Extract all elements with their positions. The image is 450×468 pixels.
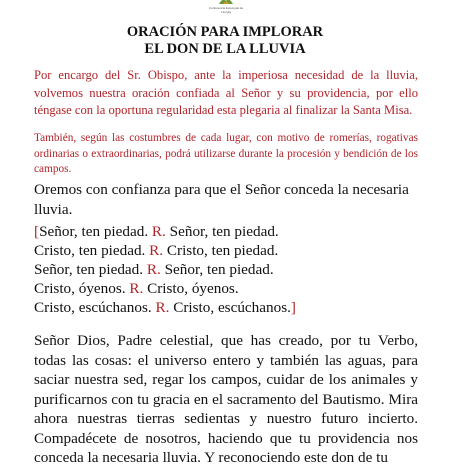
litany-verse: Cristo, óyenos. [34, 280, 126, 297]
response-marker: R. [155, 299, 170, 316]
litany-response: Señor, ten piedad. [169, 223, 279, 240]
litany-verse: Señor, ten piedad. [34, 261, 144, 278]
litany-verse: Cristo, escúchanos. [34, 299, 152, 316]
litany-response: Señor, ten piedad. [164, 261, 274, 278]
rubric-instruction: Por encargo del Sr. Obispo, ante la imperiosa necesidad de la lluvia, volvemos nuestra oración confiada al Señor y su providencia, por ello téngase con la oportuna regularidad esta plegaria al finalizar la Santa Misa. [34, 68, 418, 117]
prayer-text: Señor Dios, Padre celestial, que has creado, por tu Verbo, todas las cosas: el universo entero y también las aguas, para saciar nuestra sed, regar los campos, cuidar de los animales y purificarnos con tu gracia en el sacramento del Bautismo. Mira ahora nuestras tierras sedientas y nuestro futuro incierto. Compadécete de nosotros, haciendo que tu providencia nos conceda la necesaria lluvia. Y reconociendo este don de tu [34, 332, 418, 466]
litany-response: Cristo, escúchanos. [173, 299, 291, 316]
litany-line [34, 260, 418, 279]
litany-line [34, 241, 418, 260]
response-marker: R. [149, 242, 164, 259]
litany-line [34, 222, 418, 241]
litany-response: Cristo, ten piedad. [166, 242, 279, 259]
kyrie-litany [34, 222, 418, 317]
title-line-1: ORACIÓN PARA IMPLORAR [126, 24, 324, 40]
litany-line [34, 298, 418, 317]
litany-line [34, 279, 418, 298]
logo-caption-line-1: Conferencia Episcopal de [208, 6, 244, 10]
document-title [0, 24, 450, 58]
response-marker: R. [129, 280, 144, 297]
open-bracket: [ [34, 223, 40, 240]
close-bracket: ] [290, 299, 296, 316]
response-marker: R. [151, 223, 166, 240]
logo-caption [206, 7, 246, 14]
litany-response: Cristo, óyenos. [147, 280, 239, 297]
rubric-note: También, según las costumbres de cada lugar, con motivo de romerías, rogativas ordinarias o extraordinarias, podrá utilizarse durante la procesión y bendición de los campos. [34, 132, 418, 175]
conference-logo [206, 0, 246, 17]
response-marker: R. [146, 261, 161, 278]
title-line-2: EL DON DE LA LLUVIA [144, 41, 306, 57]
litany-verse: Señor, ten piedad. [39, 223, 149, 240]
intro-invitation: Oremos con confianza para que el Señor conceda la necesaria lluvia. [34, 181, 409, 218]
logo-caption-line-2: Liturgia [221, 9, 231, 14]
litany-verse: Cristo, ten piedad. [34, 242, 146, 259]
